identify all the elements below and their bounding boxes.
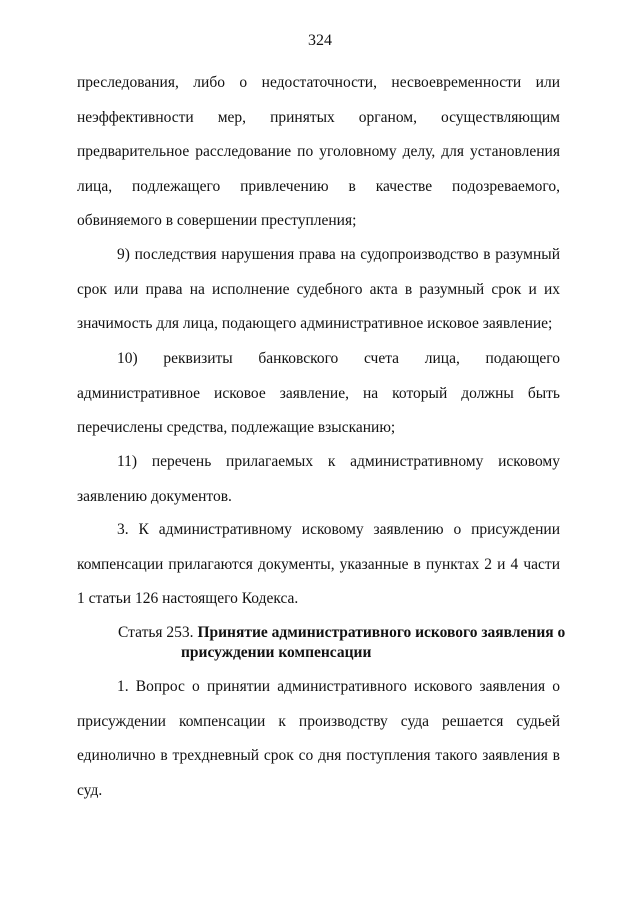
paragraph-article-part-1: 1. Вопрос о принятии административного искового заявления о присуждении компенсации к производству суда решается судьей единолично в трехдневный срок со дня поступления такого заявления в суд. <box>77 678 560 799</box>
article-label: Статья 253. <box>118 624 194 641</box>
paragraph-continuation: преследования, либо о недостаточности, несвоевременности или неэффективности мер, принятых органом, осуществляющим предварительное расследование по уголовному делу, для установления лица, подлежащего привлечению в качестве подозреваемого, обвиняемого в совершении преступления; <box>77 74 560 230</box>
paragraph-item-10: 10) реквизиты банковского счета лица, подающего административное исковое заявление, на который должны быть перечислены средства, подлежащие взысканию; <box>77 350 560 437</box>
page-number: 324 <box>308 32 332 49</box>
article-heading <box>118 623 588 663</box>
paragraph-item-9: 9) последствия нарушения права на судопроизводство в разумный срок или права на исполнение судебного акта в разумный срок и их значимость для лица, подающего административное исковое заявление; <box>77 246 560 333</box>
paragraph-item-11: 11) перечень прилагаемых к административному исковому заявлению документов. <box>77 453 560 505</box>
article-title-line1: Принятие административного искового заявления о <box>197 624 566 641</box>
article-title-line2: присуждении компенсации <box>181 644 372 661</box>
paragraph-part-3: 3. К административному исковому заявлению о присуждении компенсации прилагаются документы, указанные в пунктах 2 и 4 части 1 статьи 126 настоящего Кодекса. <box>77 521 560 608</box>
